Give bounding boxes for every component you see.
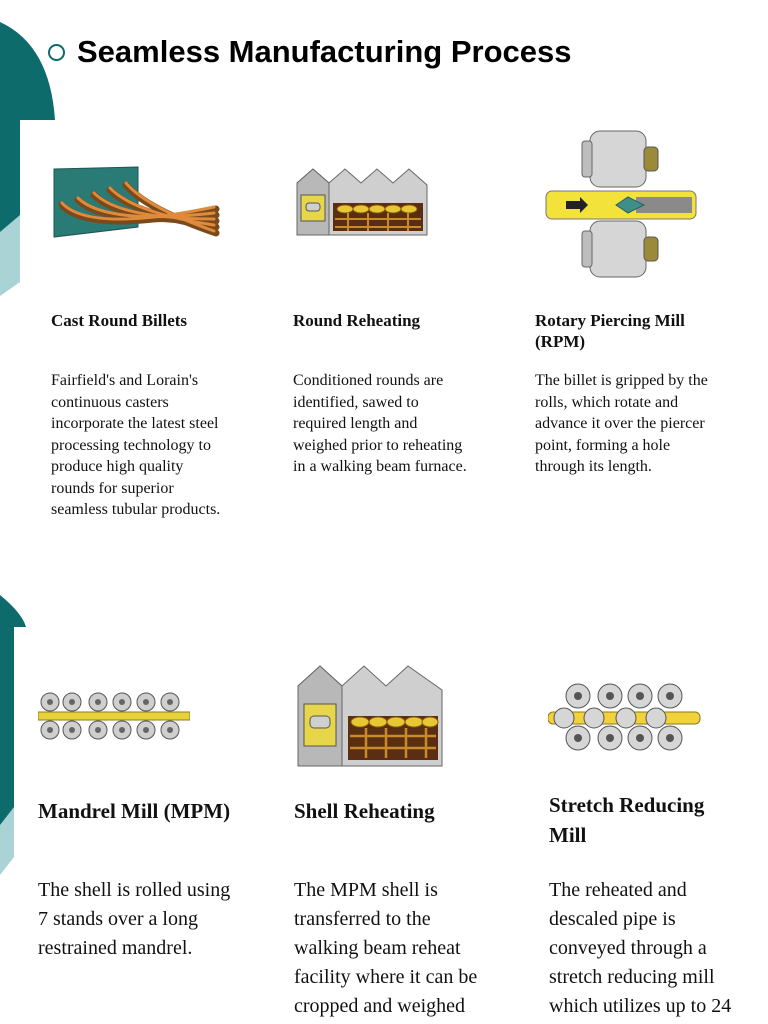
step-description: The shell is rolled using 7 stands over a long restrained mandrel. [38, 879, 231, 959]
step-description: The billet is gripped by the rolls, which rotate and advance it over the piercer point, forming a hole through its length. [535, 372, 708, 475]
step-description: The reheated and descaled pipe is conveyed through a stretch reducing mill which utilizes up to 24 [549, 879, 732, 1017]
hollow-circle-bullet-icon [48, 44, 65, 61]
step-title: Cast Round Billets [51, 311, 188, 330]
step-title: Shell Reheating [294, 799, 435, 823]
slide-decoration-bottom [0, 595, 40, 895]
step-title: Stretch Reducing Mill [549, 793, 705, 847]
rotary-piercing-mill-icon [540, 125, 700, 285]
step-description: Conditioned rounds are identified, sawed to required length and weighed prior to reheating in a walking beam furnace. [293, 372, 467, 475]
mandrel-mill-icon [38, 688, 190, 746]
step-title: Mandrel Mill (MPM) [38, 799, 231, 823]
stretch-reducing-mill-icon [548, 680, 704, 754]
step-description: Fairfield's and Lorain's continuous casters incorporate the latest steel processing technology to produce high quality rounds for superior seamless tubular products. [51, 372, 221, 518]
slide-title-text: Seamless Manufacturing Process [77, 34, 572, 69]
shell-reheat-furnace-icon [294, 660, 446, 772]
step-title: Round Reheating [293, 311, 421, 330]
cast-round-billets-icon [50, 165, 220, 245]
slide-title [48, 34, 571, 70]
walking-beam-furnace-icon [293, 165, 433, 240]
step-title: Rotary Piercing Mill (RPM) [535, 311, 685, 351]
step-description: The MPM shell is transferred to the walking beam reheat facility where it can be cropped and weighed [294, 879, 478, 1017]
